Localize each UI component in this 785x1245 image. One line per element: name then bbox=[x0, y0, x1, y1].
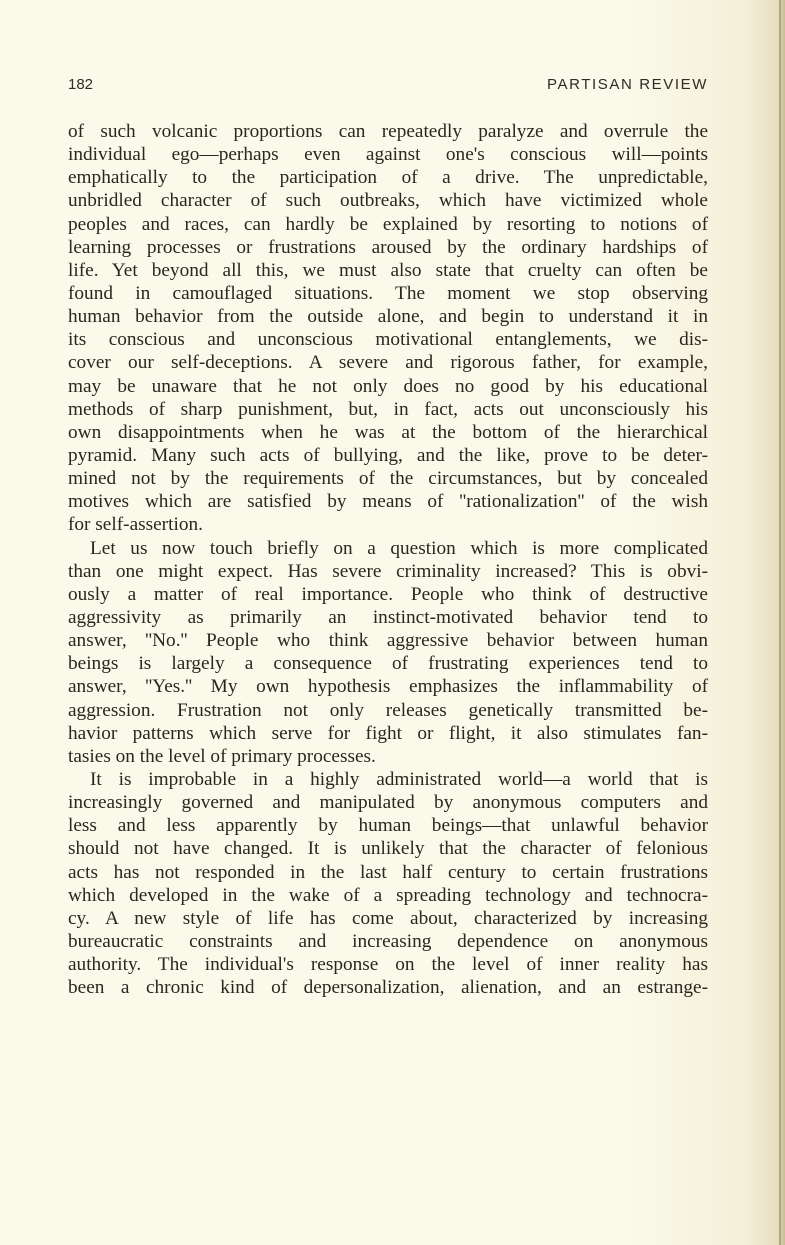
page-edge-line bbox=[779, 0, 781, 1245]
text-line: found in camouflaged situations. The moment we stop observing bbox=[68, 282, 708, 304]
text-line: less and less apparently by human beings—that unlawful behavior bbox=[68, 815, 708, 837]
text-line: acts has not responded in the last half century to certain frustrations bbox=[68, 861, 708, 883]
text-line: learning processes or frustrations aroused by the ordinary hardships of bbox=[68, 236, 708, 258]
text-line: answer, ''Yes.'' My own hypothesis emphasizes the inflammability of bbox=[68, 676, 708, 698]
text-line: human behavior from the outside alone, and begin to understand it in bbox=[68, 306, 708, 328]
text-line: its conscious and unconscious motivational entanglements, we dis- bbox=[68, 329, 708, 351]
text-line: tasies on the level of primary processes. bbox=[68, 745, 376, 767]
text-line: authority. The individual's response on the level of inner reality has bbox=[68, 954, 708, 976]
text-line: peoples and races, can hardly be explained by resorting to notions of bbox=[68, 213, 708, 235]
text-line: unbridled character of such outbreaks, which have victimized whole bbox=[68, 190, 708, 212]
text-line: mined not by the requirements of the circumstances, but by concealed bbox=[68, 468, 708, 490]
text-line: which developed in the wake of a spreading technology and technocra- bbox=[68, 884, 708, 906]
text-line: bureaucratic constraints and increasing dependence on anonymous bbox=[68, 930, 708, 952]
text-line: may be unaware that he not only does no good by his educational bbox=[68, 375, 708, 397]
text-line: answer, ''No.'' People who think aggressive behavior between human bbox=[68, 630, 708, 652]
text-line: cover our self-deceptions. A severe and rigorous father, for example, bbox=[68, 352, 708, 374]
text-line: aggression. Frustration not only releases genetically transmitted be- bbox=[68, 699, 708, 721]
text-line: havior patterns which serve for fight or flight, it also stimulates fan- bbox=[68, 722, 708, 744]
paragraph bbox=[68, 537, 708, 768]
paragraph bbox=[68, 768, 708, 999]
text-line: for self-assertion. bbox=[68, 514, 203, 536]
text-line: increasingly governed and manipulated by anonymous computers and bbox=[68, 792, 708, 814]
paragraph bbox=[68, 120, 708, 537]
book-binding-edge bbox=[781, 0, 785, 1245]
text-line: methods of sharp punishment, but, in fact, acts out unconsciously his bbox=[68, 398, 708, 420]
text-line: cy. A new style of life has come about, characterized by increasing bbox=[68, 907, 708, 929]
body-text bbox=[68, 120, 708, 999]
text-line: should not have changed. It is unlikely that the character of felonious bbox=[68, 838, 708, 860]
text-line: It is improbable in a highly administrated world—a world that is bbox=[90, 768, 708, 790]
text-line: ously a matter of real importance. People who think of destructive bbox=[68, 583, 708, 605]
text-line: Let us now touch briefly on a question which is more complicated bbox=[90, 537, 708, 559]
text-line: emphatically to the participation of a drive. The unpredictable, bbox=[68, 167, 708, 189]
text-line: individual ego—perhaps even against one's conscious will—points bbox=[68, 144, 708, 166]
running-header bbox=[68, 76, 708, 96]
running-title: PARTISAN REVIEW bbox=[547, 76, 708, 93]
text-line: motives which are satisfied by means of ''rationalization'' of the wish bbox=[68, 491, 708, 513]
text-line: beings is largely a consequence of frustrating experiences tend to bbox=[68, 653, 708, 675]
text-line: own disappointments when he was at the bottom of the hierarchical bbox=[68, 421, 708, 443]
text-line: than one might expect. Has severe criminality increased? This is obvi- bbox=[68, 560, 708, 582]
page-number: 182 bbox=[68, 76, 94, 93]
text-line: life. Yet beyond all this, we must also state that cruelty can often be bbox=[68, 259, 708, 281]
text-line: of such volcanic proportions can repeatedly paralyze and overrule the bbox=[68, 121, 708, 142]
text-line: aggressivity as primarily an instinct-motivated behavior tend to bbox=[68, 606, 708, 628]
text-line: been a chronic kind of depersonalization, alienation, and an estrange- bbox=[68, 977, 708, 999]
text-line: pyramid. Many such acts of bullying, and the like, prove to be deter- bbox=[68, 444, 708, 466]
